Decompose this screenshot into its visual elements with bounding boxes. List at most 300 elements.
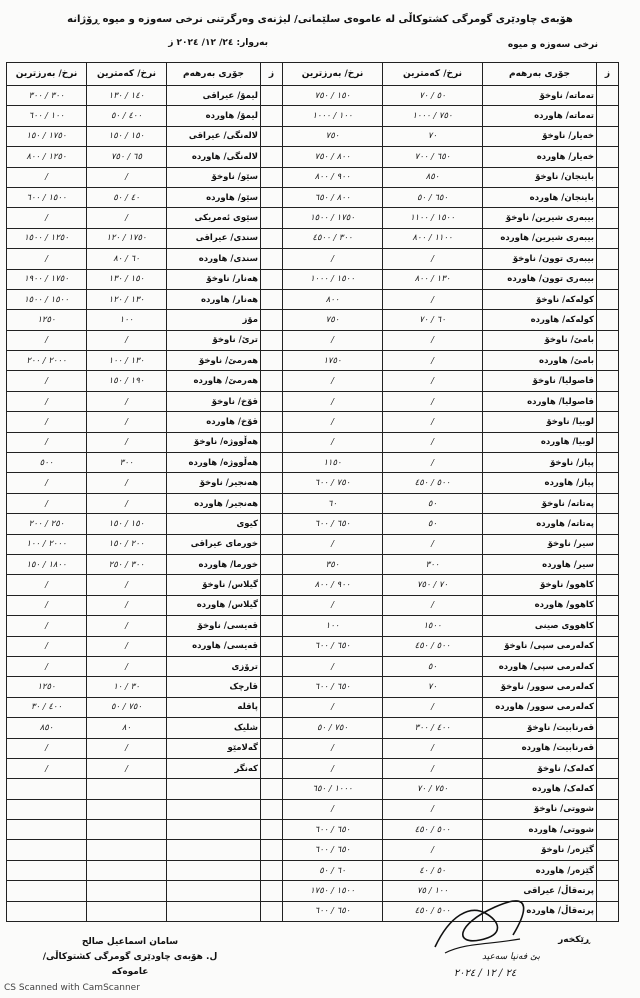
row-number bbox=[261, 86, 283, 106]
row-item: هەڵووژە/ هاوردە bbox=[167, 453, 261, 473]
row-max-price: / bbox=[283, 697, 383, 717]
row-min-price: / bbox=[383, 453, 483, 473]
row-item: بیبەری توون/ هاوردە bbox=[483, 269, 597, 289]
row-item: شلیک bbox=[167, 718, 261, 738]
table-row bbox=[283, 616, 619, 636]
row-max-price: ١٥٠ / ٧٥٠ bbox=[283, 86, 383, 106]
row-number bbox=[597, 901, 619, 921]
row-max-price: / bbox=[7, 738, 87, 758]
row-min-price: ١١٠٠ / ٨٠٠ bbox=[383, 228, 483, 248]
table-row bbox=[283, 758, 619, 778]
row-max-price: / bbox=[283, 249, 383, 269]
row-max-price: ٧٥٠ / ٥٠ bbox=[283, 718, 383, 738]
row-min-price: ٥٠ / ٤٠ bbox=[383, 860, 483, 880]
table-row bbox=[7, 249, 283, 269]
row-min-price: ٥٠٠ / ٤٥٠ bbox=[383, 636, 483, 656]
row-number bbox=[597, 677, 619, 697]
table-row bbox=[7, 351, 283, 371]
row-item: کاهووی صینی bbox=[483, 616, 597, 636]
row-item: لالەنگی/ هاوردە bbox=[167, 147, 261, 167]
row-item bbox=[167, 901, 261, 921]
row-max-price: / bbox=[7, 167, 87, 187]
col-header-num: ز bbox=[597, 63, 619, 86]
row-max-price: / bbox=[283, 595, 383, 615]
row-number bbox=[597, 310, 619, 330]
row-number bbox=[261, 514, 283, 534]
row-item bbox=[167, 799, 261, 819]
table-row bbox=[283, 718, 619, 738]
row-max-price: / bbox=[7, 330, 87, 350]
row-max-price bbox=[7, 860, 87, 880]
table-row bbox=[7, 269, 283, 289]
row-number bbox=[597, 514, 619, 534]
row-min-price: ٧٠ bbox=[383, 126, 483, 146]
row-max-price: ٧٥٠ / ٦٠٠ bbox=[283, 473, 383, 493]
row-max-price: / bbox=[283, 738, 383, 758]
row-min-price: ٧٠ bbox=[383, 677, 483, 697]
row-max-price: ٣٠٠ / ٣٠٠ bbox=[7, 86, 87, 106]
row-max-price: ٤٠٠ / ٣٠ bbox=[7, 697, 87, 717]
row-number bbox=[597, 330, 619, 350]
col-header-item: جۆری بەرهەم bbox=[483, 63, 597, 86]
row-number bbox=[597, 840, 619, 860]
table-row bbox=[7, 167, 283, 187]
table-row bbox=[283, 269, 619, 289]
sign-date: ٢٤ / ١٢ / ٢٠٢٤ bbox=[453, 968, 517, 979]
row-min-price: ٣٠ / ١٠ bbox=[87, 677, 167, 697]
price-table-left-body bbox=[7, 86, 283, 922]
table-row bbox=[7, 677, 283, 697]
row-max-price: / bbox=[283, 371, 383, 391]
row-number bbox=[261, 391, 283, 411]
row-max-price bbox=[7, 799, 87, 819]
row-number bbox=[597, 228, 619, 248]
row-max-price: ٣٥٠ bbox=[283, 554, 383, 574]
row-min-price: ٨٠ bbox=[87, 718, 167, 738]
row-item: گەلامێو bbox=[167, 738, 261, 758]
row-min-price: ١٣٠ / ٨٠٠ bbox=[383, 269, 483, 289]
table-row bbox=[7, 616, 283, 636]
row-number bbox=[261, 738, 283, 758]
row-item: هەنجیر/ ناوخۆ bbox=[167, 473, 261, 493]
row-item: خەیار/ هاوردە bbox=[483, 147, 597, 167]
table-row bbox=[7, 595, 283, 615]
row-item: کەلەک/ ناوخۆ bbox=[483, 758, 597, 778]
row-number bbox=[261, 167, 283, 187]
row-number bbox=[261, 860, 283, 880]
row-min-price bbox=[87, 860, 167, 880]
row-item: خەیار/ ناوخۆ bbox=[483, 126, 597, 146]
row-min-price: ١٧٥٠ / ١٢٠ bbox=[87, 228, 167, 248]
row-item: مۆز bbox=[167, 310, 261, 330]
table-row bbox=[283, 126, 619, 146]
row-min-price: / bbox=[87, 575, 167, 595]
row-max-price bbox=[7, 779, 87, 799]
row-item: شووتی/ ناوخۆ bbox=[483, 799, 597, 819]
table-row bbox=[7, 289, 283, 309]
row-max-price: / bbox=[283, 656, 383, 676]
table-row bbox=[283, 412, 619, 432]
table-row bbox=[7, 738, 283, 758]
row-number bbox=[261, 493, 283, 513]
row-max-price: / bbox=[283, 432, 383, 452]
row-min-price: / bbox=[383, 391, 483, 411]
table-row bbox=[7, 126, 283, 146]
table-row bbox=[7, 656, 283, 676]
table-row bbox=[283, 228, 619, 248]
row-min-price bbox=[87, 799, 167, 819]
row-number bbox=[261, 677, 283, 697]
row-number bbox=[597, 718, 619, 738]
row-item: پەتاتە/ هاوردە bbox=[483, 514, 597, 534]
row-max-price: ٨٠٠ bbox=[283, 289, 383, 309]
row-item: بیبەری توون/ ناوخۆ bbox=[483, 249, 597, 269]
row-number bbox=[261, 187, 283, 207]
table-header-row bbox=[7, 63, 283, 86]
row-item: کولەکە/ هاوردە bbox=[483, 310, 597, 330]
row-number bbox=[261, 432, 283, 452]
row-number bbox=[261, 616, 283, 636]
row-number bbox=[597, 534, 619, 554]
row-number bbox=[261, 453, 283, 473]
col-header-item: جۆری بەرهەم bbox=[167, 63, 261, 86]
row-number bbox=[261, 697, 283, 717]
row-max-price: ٩٠٠ / ٨٠٠ bbox=[283, 167, 383, 187]
document-subtitle: نرخی سەوزە و میوە bbox=[507, 40, 598, 50]
row-item bbox=[167, 860, 261, 880]
row-number bbox=[597, 432, 619, 452]
row-min-price: ٧٥٠ / ٧٠ bbox=[383, 779, 483, 799]
table-row bbox=[7, 86, 283, 106]
table-header-row bbox=[283, 63, 619, 86]
row-min-price: / bbox=[87, 616, 167, 636]
row-max-price: / bbox=[7, 595, 87, 615]
row-number bbox=[597, 187, 619, 207]
row-number bbox=[597, 554, 619, 574]
row-min-price: / bbox=[383, 330, 483, 350]
table-row bbox=[283, 147, 619, 167]
table-row bbox=[283, 493, 619, 513]
table-row bbox=[7, 187, 283, 207]
row-number bbox=[597, 493, 619, 513]
col-header-num: ز bbox=[261, 63, 283, 86]
table-row bbox=[283, 779, 619, 799]
row-item: لیمۆ/ هاوردە bbox=[167, 106, 261, 126]
table-row bbox=[7, 514, 283, 534]
row-max-price: / bbox=[7, 208, 87, 228]
row-item: پەتاتە/ ناوخۆ bbox=[483, 493, 597, 513]
row-number bbox=[261, 636, 283, 656]
table-row bbox=[7, 881, 283, 901]
row-item: هەڵووژە/ ناوخۆ bbox=[167, 432, 261, 452]
table-row bbox=[283, 534, 619, 554]
row-max-price: / bbox=[283, 330, 383, 350]
row-min-price: ١٣٠ / ١٢٠ bbox=[87, 289, 167, 309]
table-row bbox=[283, 208, 619, 228]
table-row bbox=[283, 575, 619, 595]
row-number bbox=[261, 371, 283, 391]
row-item: کەنگر bbox=[167, 758, 261, 778]
row-min-price: ٤٠٠ / ٥٠ bbox=[87, 106, 167, 126]
table-row bbox=[283, 820, 619, 840]
row-number bbox=[597, 371, 619, 391]
row-max-price: / bbox=[7, 412, 87, 432]
row-item: هەنار/ هاوردە bbox=[167, 289, 261, 309]
row-number bbox=[597, 412, 619, 432]
table-row bbox=[283, 432, 619, 452]
row-max-price: / bbox=[7, 371, 87, 391]
row-item: گیلاس/ هاوردە bbox=[167, 595, 261, 615]
row-min-price: ٢٠٠ / ١٥٠ bbox=[87, 534, 167, 554]
row-item: کەلەرمی سپی/ هاوردە bbox=[483, 656, 597, 676]
table-row bbox=[7, 208, 283, 228]
row-min-price: ١٣٠ / ١٠٠ bbox=[87, 351, 167, 371]
row-item: گیلاس/ ناوخۆ bbox=[167, 575, 261, 595]
row-max-price: ٦٥٠ / ٦٠٠ bbox=[283, 820, 383, 840]
row-item: خورما/ هاوردە bbox=[167, 554, 261, 574]
row-max-price: ٩٠٠ / ٨٠٠ bbox=[283, 575, 383, 595]
row-min-price: ٥٠ bbox=[383, 493, 483, 513]
row-number bbox=[261, 799, 283, 819]
row-item: سیر/ هاوردە bbox=[483, 554, 597, 574]
row-number bbox=[261, 575, 283, 595]
table-row bbox=[7, 799, 283, 819]
row-max-price: / bbox=[7, 493, 87, 513]
row-max-price bbox=[7, 881, 87, 901]
table-row bbox=[283, 656, 619, 676]
row-min-price: / bbox=[87, 330, 167, 350]
row-max-price: ١٧٥٠ / ١٩٠٠ bbox=[7, 269, 87, 289]
row-number bbox=[261, 208, 283, 228]
row-max-price: ٥٠٠ bbox=[7, 453, 87, 473]
row-item: پاقلە bbox=[167, 697, 261, 717]
document-date: بەروار: ۲٤/ ۱۲/ ۲۰۲٤ ز bbox=[168, 38, 268, 48]
row-number bbox=[597, 208, 619, 228]
row-min-price: ٥٠٠ / ٤٥٠ bbox=[383, 901, 483, 921]
row-number bbox=[597, 799, 619, 819]
row-max-price: ١٧٥٠ bbox=[283, 351, 383, 371]
col-header-max: نرخ/ بەرزترین bbox=[283, 63, 383, 86]
row-min-price: / bbox=[383, 249, 483, 269]
row-item: سیر/ ناوخۆ bbox=[483, 534, 597, 554]
row-item: سندی/ هاوردە bbox=[167, 249, 261, 269]
row-item: پرتەقاڵ/ عیراقی bbox=[483, 881, 597, 901]
row-max-price: ٦٠ bbox=[283, 493, 383, 513]
row-max-price: ٨٠٠ / ٧٥٠ bbox=[283, 147, 383, 167]
row-max-price: ١٧٥٠ / ١٥٠ bbox=[7, 126, 87, 146]
row-min-price: ١٠٠ bbox=[87, 310, 167, 330]
row-number bbox=[597, 86, 619, 106]
row-min-price: / bbox=[383, 595, 483, 615]
approver-name: بێ فەنیا سەعید bbox=[482, 952, 540, 962]
table-row bbox=[283, 187, 619, 207]
row-min-price: ٦٥ / ٧٥٠ bbox=[87, 147, 167, 167]
row-max-price: ١٢٥٠ / ١٥٠٠ bbox=[7, 228, 87, 248]
row-min-price bbox=[87, 881, 167, 901]
row-min-price: ٦٥٠ / ٧٠٠ bbox=[383, 147, 483, 167]
row-item: کاهوو/ ناوخۆ bbox=[483, 575, 597, 595]
row-item bbox=[167, 881, 261, 901]
row-min-price: ٣٠٠ bbox=[87, 453, 167, 473]
row-number bbox=[597, 616, 619, 636]
row-min-price: ٣٠٠ / ٢٥٠ bbox=[87, 554, 167, 574]
row-number bbox=[261, 656, 283, 676]
row-max-price: ١٢٥٠ bbox=[7, 310, 87, 330]
row-number bbox=[261, 330, 283, 350]
row-max-price: ١١٥٠ bbox=[283, 453, 383, 473]
row-item: کاهوو/ هاوردە bbox=[483, 595, 597, 615]
row-min-price: ١٥٠ / ١٥٠ bbox=[87, 514, 167, 534]
row-max-price: / bbox=[7, 656, 87, 676]
row-min-price: ٥٠ bbox=[383, 514, 483, 534]
row-item: گێزەر/ ناوخۆ bbox=[483, 840, 597, 860]
table-row bbox=[7, 473, 283, 493]
row-max-price: / bbox=[283, 412, 383, 432]
row-item: پیاز/ هاوردە bbox=[483, 473, 597, 493]
row-min-price: / bbox=[383, 758, 483, 778]
row-number bbox=[597, 697, 619, 717]
table-row bbox=[7, 493, 283, 513]
row-max-price: ١٠٠٠ / ٦٥٠ bbox=[283, 779, 383, 799]
row-item: سندی/ عیراقی bbox=[167, 228, 261, 248]
table-row bbox=[283, 391, 619, 411]
col-header-max: نرخ/ بەرزترین bbox=[7, 63, 87, 86]
row-number bbox=[261, 147, 283, 167]
row-min-price: / bbox=[87, 758, 167, 778]
table-row bbox=[7, 718, 283, 738]
row-item: هەنجیر/ هاوردە bbox=[167, 493, 261, 513]
table-row bbox=[7, 453, 283, 473]
scanner-watermark: CS Scanned with CamScanner bbox=[4, 983, 140, 993]
row-item: هەرمێ/ ناوخۆ bbox=[167, 351, 261, 371]
row-min-price: / bbox=[383, 289, 483, 309]
row-number bbox=[597, 391, 619, 411]
row-number bbox=[597, 575, 619, 595]
row-max-price: ١٠٠ / ٦٠٠ bbox=[7, 106, 87, 126]
row-min-price: ١٠٠ / ٧٥ bbox=[383, 881, 483, 901]
row-item: کەلەک/ هاوردە bbox=[483, 779, 597, 799]
row-item: کەلەرمی سوور/ ناوخۆ bbox=[483, 677, 597, 697]
table-row bbox=[283, 738, 619, 758]
row-max-price: ٨٥٠ bbox=[7, 718, 87, 738]
row-min-price: ٥٠٠ / ٤٥٠ bbox=[383, 473, 483, 493]
row-max-price: ١٥٠٠ / ٦٠٠ bbox=[7, 187, 87, 207]
row-max-price: ٦٥٠ / ٦٠٠ bbox=[283, 901, 383, 921]
row-max-price: ١٠٠ / ١٠٠٠ bbox=[283, 106, 383, 126]
row-item: قۆخ/ هاوردە bbox=[167, 412, 261, 432]
table-row bbox=[283, 289, 619, 309]
row-max-price: / bbox=[7, 636, 87, 656]
row-max-price: / bbox=[7, 391, 87, 411]
row-max-price: ١٧٥٠ / ١٥٠٠ bbox=[283, 208, 383, 228]
row-min-price: / bbox=[87, 738, 167, 758]
row-number bbox=[261, 310, 283, 330]
row-min-price: ٨٥٠ bbox=[383, 167, 483, 187]
row-max-price: / bbox=[283, 534, 383, 554]
table-row bbox=[7, 575, 283, 595]
table-row bbox=[283, 677, 619, 697]
document-title: هۆبەی چاودێری گومرگی کشتوکاڵی لە عاموەی سلێمانی/ لیژنەی وەرگرتنی نرخی سەوزە و میوە ڕۆژانە bbox=[67, 14, 573, 25]
row-item: باینجان/ ناوخۆ bbox=[483, 167, 597, 187]
table-row bbox=[283, 860, 619, 880]
row-min-price: / bbox=[383, 412, 483, 432]
row-max-price: ١٥٠٠ / ١٧٥٠ bbox=[283, 881, 383, 901]
row-max-price: / bbox=[283, 391, 383, 411]
row-item bbox=[167, 840, 261, 860]
row-min-price: / bbox=[87, 656, 167, 676]
row-number bbox=[261, 820, 283, 840]
row-number bbox=[597, 126, 619, 146]
row-item: هەنار/ ناوخۆ bbox=[167, 269, 261, 289]
row-min-price: ١٥٠ / ١٥٠ bbox=[87, 126, 167, 146]
price-table-left bbox=[6, 62, 283, 922]
row-number bbox=[261, 228, 283, 248]
table-row bbox=[283, 453, 619, 473]
row-min-price: / bbox=[87, 493, 167, 513]
row-min-price bbox=[87, 779, 167, 799]
row-min-price: ٤٠ / ٥٠ bbox=[87, 187, 167, 207]
row-min-price: / bbox=[383, 799, 483, 819]
row-number bbox=[261, 289, 283, 309]
row-number bbox=[597, 351, 619, 371]
table-row bbox=[283, 249, 619, 269]
row-max-price: ٦٥٠ / ٦٠٠ bbox=[283, 840, 383, 860]
row-min-price: / bbox=[87, 432, 167, 452]
row-item: ترێ/ ناوخۆ bbox=[167, 330, 261, 350]
row-min-price: / bbox=[87, 595, 167, 615]
row-min-price: / bbox=[87, 167, 167, 187]
row-number bbox=[261, 412, 283, 432]
table-row bbox=[7, 820, 283, 840]
row-min-price: ٦٠ / ٨٠ bbox=[87, 249, 167, 269]
row-max-price: ٢٥٠ / ٢٠٠ bbox=[7, 514, 87, 534]
table-row bbox=[7, 758, 283, 778]
signer-name: سامان اسماعیل صالح bbox=[81, 937, 179, 947]
row-max-price: ٦٥٠ / ٦٠٠ bbox=[283, 514, 383, 534]
row-number bbox=[597, 269, 619, 289]
row-number bbox=[597, 738, 619, 758]
table-row bbox=[7, 412, 283, 432]
row-min-price: / bbox=[87, 412, 167, 432]
row-min-price: ٤٠٠ / ٣٠٠ bbox=[383, 718, 483, 738]
price-table-right bbox=[282, 62, 619, 922]
row-max-price bbox=[7, 901, 87, 921]
row-min-price bbox=[87, 901, 167, 921]
table-row bbox=[283, 514, 619, 534]
row-max-price: / bbox=[7, 616, 87, 636]
row-min-price: ٧٥٠ / ١٠٠٠ bbox=[383, 106, 483, 126]
row-item bbox=[167, 779, 261, 799]
table-row bbox=[283, 799, 619, 819]
row-max-price: ٦٠ / ٥٠ bbox=[283, 860, 383, 880]
table-row bbox=[7, 228, 283, 248]
row-number bbox=[597, 820, 619, 840]
row-min-price: / bbox=[383, 840, 483, 860]
row-number bbox=[597, 453, 619, 473]
row-item: لوبیا/ ناوخۆ bbox=[483, 412, 597, 432]
table-row bbox=[283, 167, 619, 187]
row-min-price: / bbox=[383, 738, 483, 758]
row-min-price: ٧٥٠ / ٥٠ bbox=[87, 697, 167, 717]
table-row bbox=[7, 840, 283, 860]
row-max-price: / bbox=[7, 758, 87, 778]
row-min-price: ٥٠ bbox=[383, 656, 483, 676]
row-item: سێوی ئەمریکی bbox=[167, 208, 261, 228]
row-item: قارچک bbox=[167, 677, 261, 697]
table-row bbox=[7, 636, 283, 656]
row-number bbox=[597, 881, 619, 901]
row-number bbox=[261, 473, 283, 493]
